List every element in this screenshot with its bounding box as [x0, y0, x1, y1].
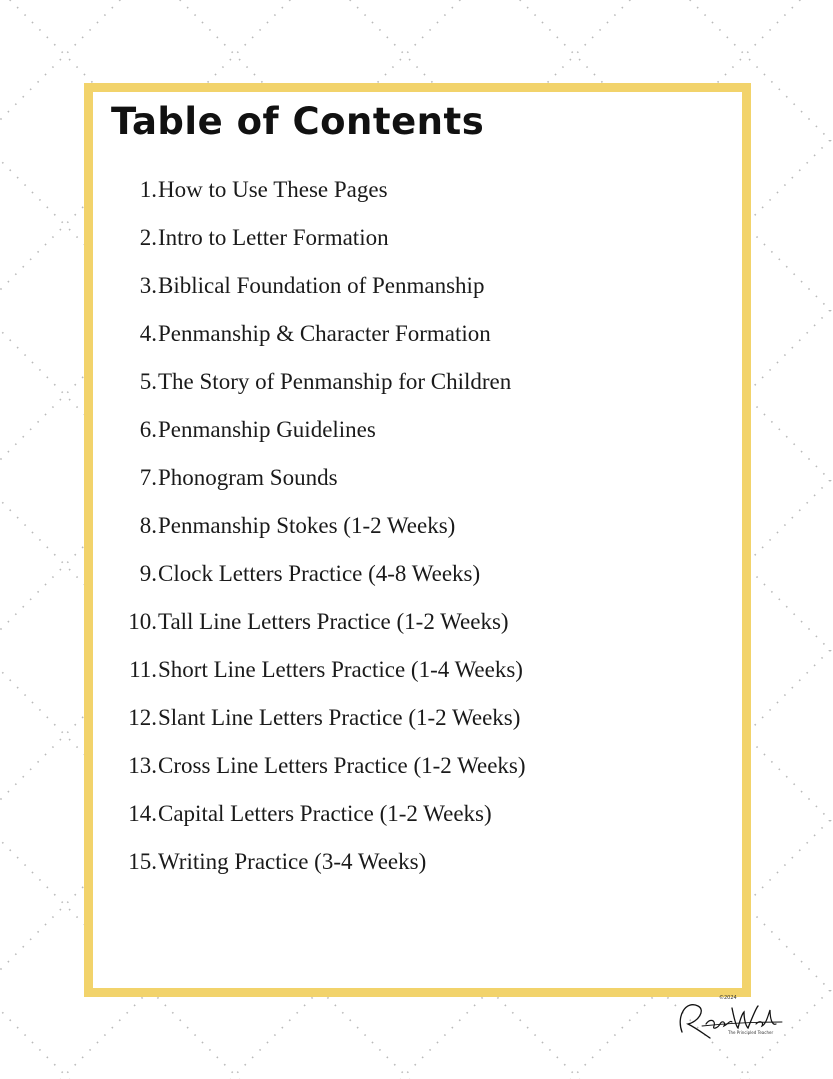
- toc-entry-number: 7.: [139, 465, 157, 490]
- toc-entry: [113, 550, 526, 598]
- toc-entry: [113, 454, 526, 502]
- toc-entry-title: Penmanship Guidelines: [158, 417, 376, 442]
- toc-entry-number: 11.: [129, 657, 157, 682]
- toc-entry-title: Biblical Foundation of Penmanship: [158, 273, 485, 298]
- toc-entry: [113, 214, 526, 262]
- toc-entry: [113, 166, 526, 214]
- toc-entry: [113, 790, 526, 838]
- toc-entry-title: Tall Line Letters Practice (1-2 Weeks): [158, 609, 509, 634]
- toc-entry-number: 4.: [139, 321, 157, 346]
- toc-entry: [113, 262, 526, 310]
- copyright-year: ©2024: [719, 995, 737, 1001]
- toc-entry-number: 6.: [139, 417, 157, 442]
- toc-entry: [113, 358, 526, 406]
- toc-entry-title: How to Use These Pages: [158, 177, 388, 202]
- toc-entry: [113, 310, 526, 358]
- toc-entry: [113, 502, 526, 550]
- toc-entry: [113, 406, 526, 454]
- toc-entry-number: 10.: [128, 609, 157, 634]
- toc-entry-title: Slant Line Letters Practice (1-2 Weeks): [158, 705, 521, 730]
- page-title: Table of Contents: [111, 100, 485, 143]
- toc-entry-number: 14.: [128, 801, 157, 826]
- toc-entry-title: Penmanship Stokes (1-2 Weeks): [158, 513, 456, 538]
- toc-entry-number: 13.: [128, 753, 157, 778]
- toc-entry: [113, 646, 526, 694]
- signature-caption: The Principled Teacher: [728, 1030, 774, 1035]
- toc-entry-title: Phonogram Sounds: [158, 465, 338, 490]
- toc-entry: [113, 694, 526, 742]
- toc-entry-number: 9.: [139, 561, 157, 586]
- toc-entry-number: 2.: [139, 225, 157, 250]
- toc-entry-title: The Story of Penmanship for Children: [158, 369, 512, 394]
- toc-entry-number: 12.: [128, 705, 157, 730]
- signature-logo: [672, 994, 787, 1044]
- toc-entry-title: Writing Practice (3-4 Weeks): [158, 849, 427, 874]
- toc-entry-title: Capital Letters Practice (1-2 Weeks): [158, 801, 492, 826]
- toc-list: [113, 166, 526, 886]
- toc-entry: [113, 838, 526, 886]
- toc-entry-title: Cross Line Letters Practice (1-2 Weeks): [158, 753, 526, 778]
- table-of-contents-frame: [84, 83, 751, 997]
- toc-entry-number: 1.: [139, 177, 157, 202]
- toc-entry-title: Clock Letters Practice (4-8 Weeks): [158, 561, 481, 586]
- toc-entry-number: 3.: [139, 273, 157, 298]
- toc-entry-title: Intro to Letter Formation: [158, 225, 389, 250]
- toc-entry-number: 8.: [139, 513, 157, 538]
- toc-entry: [113, 598, 526, 646]
- toc-entry-title: Penmanship & Character Formation: [158, 321, 491, 346]
- toc-entry-number: 15.: [128, 849, 157, 874]
- toc-entry-number: 5.: [139, 369, 157, 394]
- toc-entry: [113, 742, 526, 790]
- author-signature: [672, 994, 787, 1044]
- toc-entry-title: Short Line Letters Practice (1-4 Weeks): [158, 657, 523, 682]
